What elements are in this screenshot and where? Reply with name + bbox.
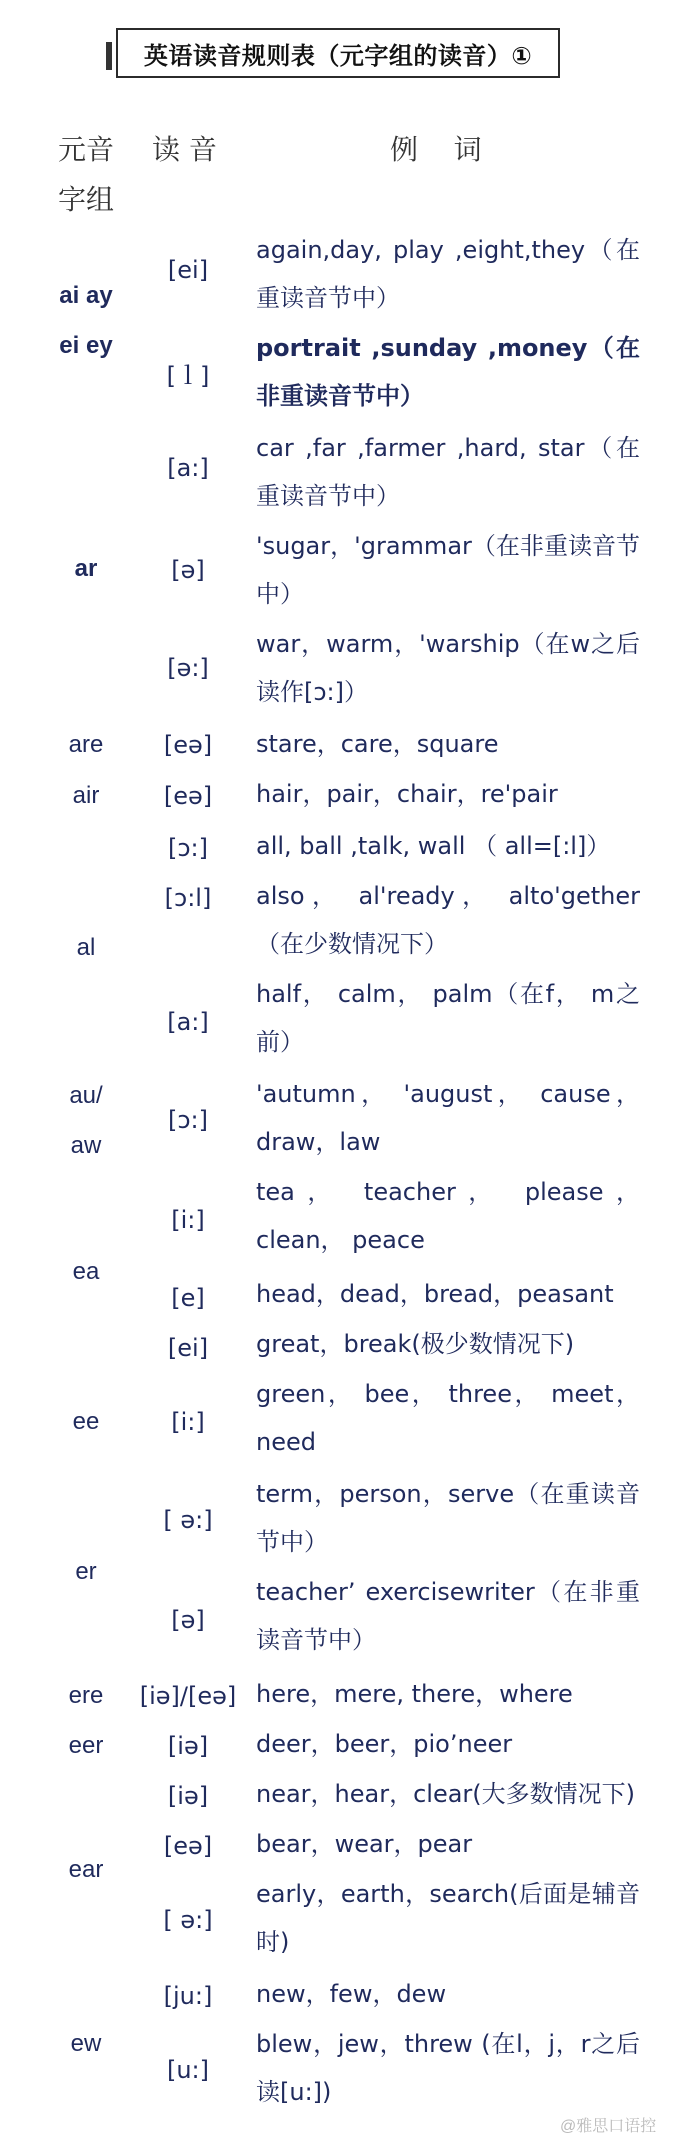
example-text: great，break(极少数情况下) bbox=[256, 1330, 575, 1358]
phonetic: [ei] bbox=[167, 1334, 209, 1362]
phonetic: [u:] bbox=[166, 2056, 210, 2084]
phonetic: [a:] bbox=[167, 454, 209, 482]
phonetic: [ju:] bbox=[163, 1982, 213, 2010]
phonetic: [i:] bbox=[171, 1408, 205, 1436]
example-text: teacher’ exercisewriter（在非重读音节中） bbox=[256, 1578, 640, 1654]
letter-ew: ew bbox=[70, 2030, 102, 2057]
example-text: 'sugar，'grammar（在非重读音节中） bbox=[256, 532, 640, 608]
example-text: all, ball ,talk, wall （ all=[:l]） bbox=[256, 832, 611, 860]
example-text: deer，beer，pio’neer bbox=[256, 1730, 513, 1758]
phonetic: [eə] bbox=[163, 731, 213, 759]
phonetic: [eə] bbox=[163, 782, 213, 810]
example-text: tea， teacher， please， clean， peace bbox=[256, 1178, 640, 1254]
watermark: @雅思口语控 bbox=[560, 2118, 657, 2135]
example-text: new，few，dew bbox=[256, 1980, 447, 2008]
example-text: car ,far ,farmer ,hard, star（在重读音节中） bbox=[256, 434, 640, 510]
phonetic: [iə]/[eə] bbox=[139, 1682, 237, 1710]
example-text: blew，jew，threw (在l，j，r之后读[u:]) bbox=[256, 2030, 640, 2106]
title-marker bbox=[106, 42, 112, 70]
phonetic: [ɔ:] bbox=[168, 1106, 208, 1134]
example-text: 'autumn， 'august， cause， draw，law bbox=[256, 1080, 640, 1156]
page-title: 英语读音规则表（元字组的读音）① bbox=[116, 28, 560, 78]
phonetic: [e] bbox=[171, 1284, 205, 1312]
letter-au: au/ bbox=[69, 1082, 103, 1109]
example-text: hair，pair，chair，re'pair bbox=[256, 780, 558, 808]
phonetic: [iə] bbox=[167, 1782, 209, 1810]
example-text: green， bee， three， meet， need bbox=[256, 1380, 640, 1456]
example-text: war，warm，'warship（在w之后读作[ɔ:]） bbox=[256, 630, 640, 706]
example-text: also， al'ready， alto'gether（在少数情况下） bbox=[256, 882, 640, 958]
phonetic: [ɔ:] bbox=[168, 834, 208, 862]
example-text: term，person，serve（在重读音节中） bbox=[256, 1480, 640, 1556]
letter-ear: ear bbox=[68, 1856, 104, 1883]
phonetic: [a:] bbox=[167, 1008, 209, 1036]
example-text: again,day, play ,eight,they（在重读音节中） bbox=[256, 236, 640, 312]
letter-aw: aw bbox=[70, 1132, 102, 1159]
phonetic: [ɔ:l] bbox=[164, 884, 212, 912]
example-text: early，earth，search(后面是辅音时) bbox=[256, 1880, 640, 1956]
phonetic: [ei] bbox=[167, 256, 209, 284]
letter-ere: ere bbox=[68, 1682, 104, 1709]
header-examples: 例 词 bbox=[390, 133, 482, 166]
letter-are: are bbox=[68, 731, 104, 758]
letter-ea: ea bbox=[72, 1258, 100, 1285]
letter-er: er bbox=[75, 1558, 97, 1585]
example-text: head，dead，bread，peasant bbox=[256, 1280, 614, 1308]
letter-ai-ay: ai ay bbox=[59, 282, 113, 309]
letter-air: air bbox=[72, 782, 100, 809]
letter-eer: eer bbox=[68, 1732, 104, 1759]
phonetic: [ ə:] bbox=[163, 1906, 213, 1934]
phonetic: [eə] bbox=[163, 1832, 213, 1860]
example-text: here，mere, there，where bbox=[256, 1680, 573, 1708]
phonetic: [iə] bbox=[167, 1732, 209, 1760]
letter-ar: ar bbox=[74, 555, 98, 582]
letter-ei-ey: ei ey bbox=[59, 332, 113, 359]
phonetic: [ə:] bbox=[167, 654, 209, 682]
example-text: near，hear，clear(大多数情况下) bbox=[256, 1780, 636, 1808]
example-text: stare，care，square bbox=[256, 730, 499, 758]
header-vowel-group-line1: 元音 bbox=[58, 133, 115, 166]
phonetic: [ｌ] bbox=[166, 362, 210, 390]
phonetic: [ə] bbox=[171, 556, 205, 584]
phonetic: [ ə:] bbox=[163, 1506, 213, 1534]
letter-ee: ee bbox=[72, 1408, 100, 1435]
header-vowel-group-line2: 字组 bbox=[58, 183, 115, 216]
letter-al: al bbox=[76, 934, 96, 961]
example-text: half， calm， palm（在f， m之前） bbox=[256, 980, 640, 1056]
example-text: portrait ,sunday ,money（在非重读音节中） bbox=[256, 334, 640, 410]
phonetic: [ə] bbox=[171, 1606, 205, 1634]
header-pronunciation: 读 音 bbox=[152, 133, 217, 166]
phonetic: [i:] bbox=[171, 1206, 205, 1234]
example-text: bear，wear，pear bbox=[256, 1830, 473, 1858]
